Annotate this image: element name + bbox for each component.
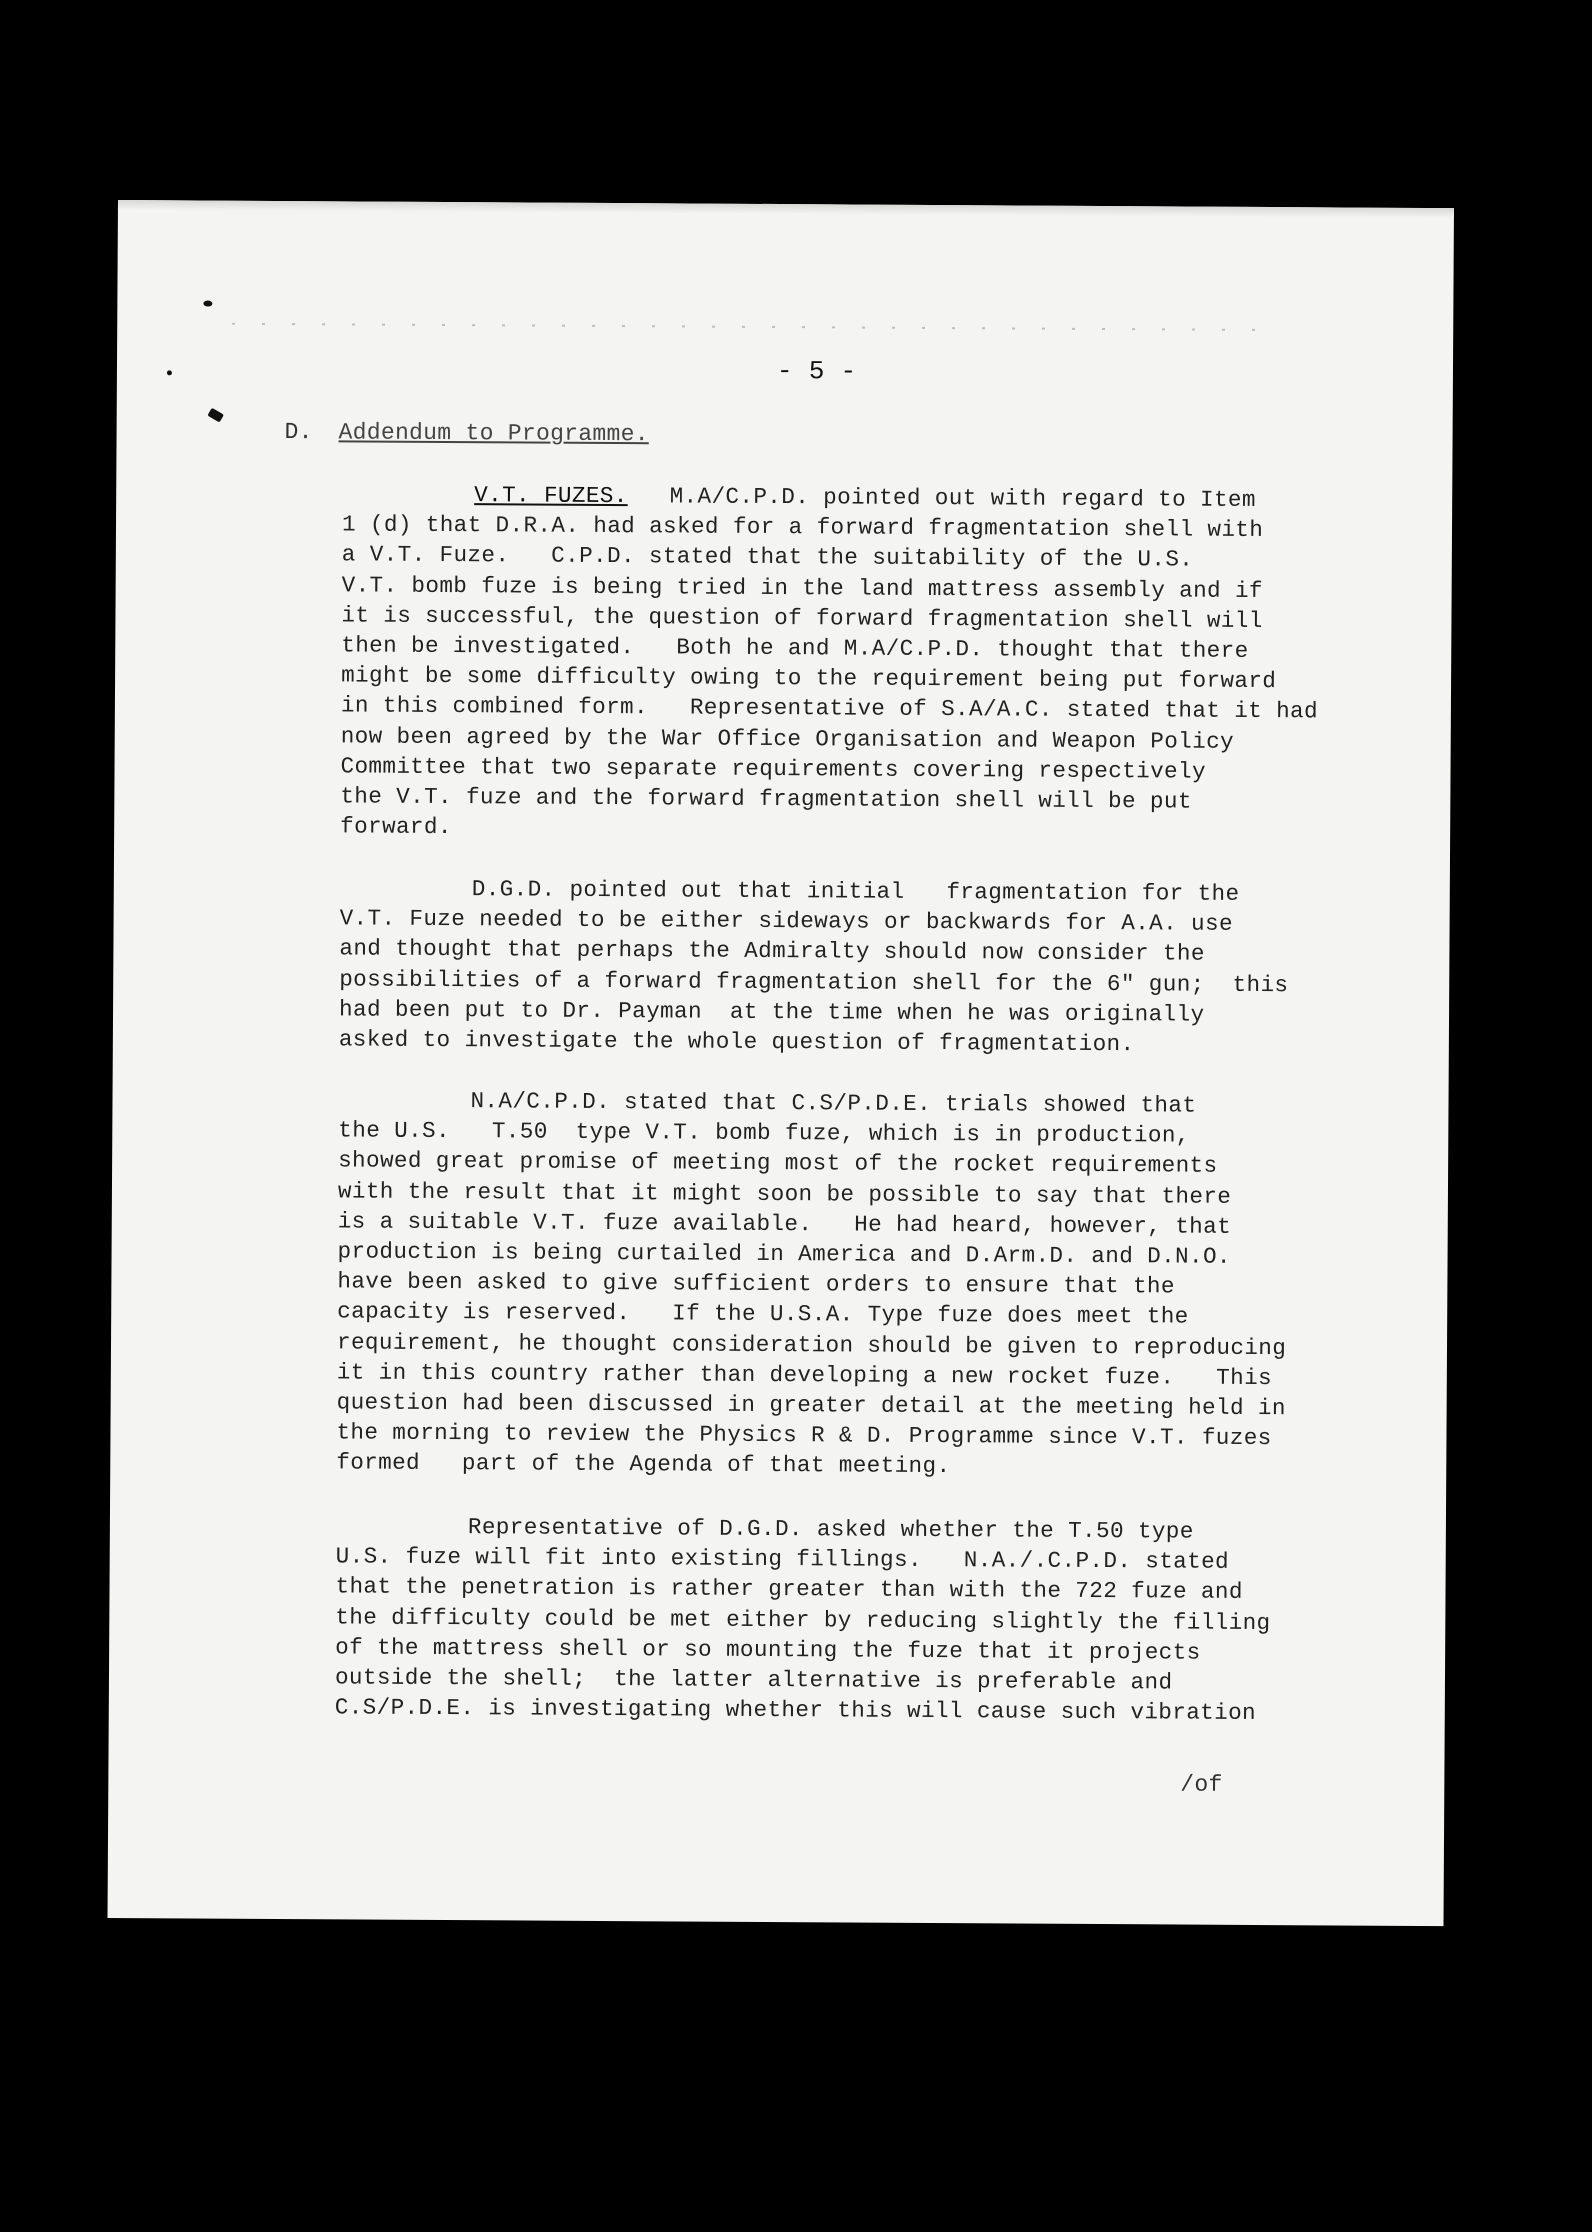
paragraph-line: forward. [340,813,452,841]
paragraph-line: possibilities of a forward fragmentation shell for the 6" gun; this [339,965,1289,998]
paragraph-line: outside the shell; the latter alternative is preferable and [334,1664,1173,1696]
paragraph-line: the difficulty could be met either by reducing slightly the filling [335,1603,1271,1636]
paragraph-line: N.A/C.P.D. stated that C.S/P.D.E. trials showed that [470,1088,1197,1119]
paragraph-line: 1 (d) that D.R.A. had asked for a forward fragmentation shell with [341,511,1264,544]
paragraph-line: formed part of the Agenda of that meeting. [336,1449,951,1480]
faint-dashed-rule [232,323,1272,331]
page-top-edge [118,200,1454,218]
paragraph-line: now been agreed by the War Office Organisation and Weapon Policy [340,722,1235,755]
paragraph-line: V.T. FUZES. M.A/C.P.D. pointed out with regard to Item [474,482,1256,513]
section-letter: D. [284,419,313,446]
paragraph-line: in this combined form. Representative of S.A/A.C. stated that it had [340,692,1319,725]
paragraph-vt-fuzes [340,479,1319,847]
paragraph-line: a V.T. Fuze. C.P.D. stated that the suitability of the U.S. [341,541,1194,573]
paragraph-line: the V.T. fuze and the forward fragmentation shell will be put [340,783,1192,815]
margin-mark-2 [167,370,172,375]
paragraph-line: asked to investigate the whole question of fragmentation. [338,1026,1135,1058]
paragraph-line: question had been discussed in greater detail at the meeting held in [336,1389,1286,1422]
paragraph-line: that the penetration is rather greater than with the 722 fuze and [335,1573,1243,1606]
paragraph-line: Representative of D.G.D. asked whether the T.50 type [467,1514,1194,1545]
paragraph-line: then be investigated. Both he and M.A/C.P.D. thought that there [341,632,1249,664]
margin-mark-1 [203,301,212,307]
paragraph-line: D.G.D. pointed out that initial fragmentation for the [471,876,1240,907]
paragraph-line: the morning to review the Physics R & D. Programme since V.T. fuzes [336,1419,1272,1452]
catchword: /of [1180,1771,1223,1798]
paragraph-na-cpd [336,1085,1288,1483]
document-page [108,200,1454,1926]
paragraph-line: V.T. bomb fuze is being tried in the land mattress assembly and if [341,571,1263,604]
paragraph-line: requirement, he thought consideration should be given to reproducing [336,1328,1287,1361]
paragraph-line: capacity is reserved. If the U.S.A. Type fuze does meet the [337,1298,1189,1330]
paragraph-line: the U.S. T.50 type V.T. bomb fuze, which is in production, [338,1117,1190,1149]
paragraph-heading: V.T. FUZES. [474,482,628,510]
paragraph-line: V.T. Fuze needed to be either sideways or backwards for A.A. use [339,905,1234,938]
paragraph-line: had been put to Dr. Payman at the time when he was originally [338,996,1205,1028]
paragraph-line: production is being curtailed in America and D.Arm.D. and D.N.O. [337,1238,1231,1270]
paragraph-line: C.S/P.D.E. is investigating whether this will cause such vibration [334,1694,1257,1727]
margin-mark-3 [207,408,224,423]
paragraph-line: have been asked to give sufficient orders to ensure that the [337,1268,1175,1300]
paragraph-line: with the result that it might soon be possible to say that there [337,1177,1232,1210]
paragraph-dgd [339,873,1289,1060]
paragraph-line: and thought that perhaps the Admiralty should now consider the [339,935,1205,968]
paragraph-line: of the mattress shell or so mounting the fuze that it projects [335,1634,1201,1666]
paragraph-line: Committee that two separate requirements covering respectively [340,753,1207,785]
paragraph-line: it in this country rather than developing a new rocket fuze. This [336,1359,1273,1391]
paragraph-line: might be some difficulty owing to the requirement being put forward [341,662,1277,695]
page-number: - 5 - [776,356,857,387]
paragraph-line: U.S. fuze will fit into existing fillings. N.A./.C.P.D. stated [335,1543,1230,1575]
section-title: Addendum to Programme. [338,419,649,448]
paragraph-line: it is successful, the question of forward fragmentation shell will [341,602,1263,634]
paragraph-line: is a suitable V.T. fuze available. He had heard, however, that [337,1208,1232,1240]
paragraph-line: showed great promise of meeting most of the rocket requirements [338,1147,1218,1180]
paragraph-dgd-representative [335,1511,1271,1728]
